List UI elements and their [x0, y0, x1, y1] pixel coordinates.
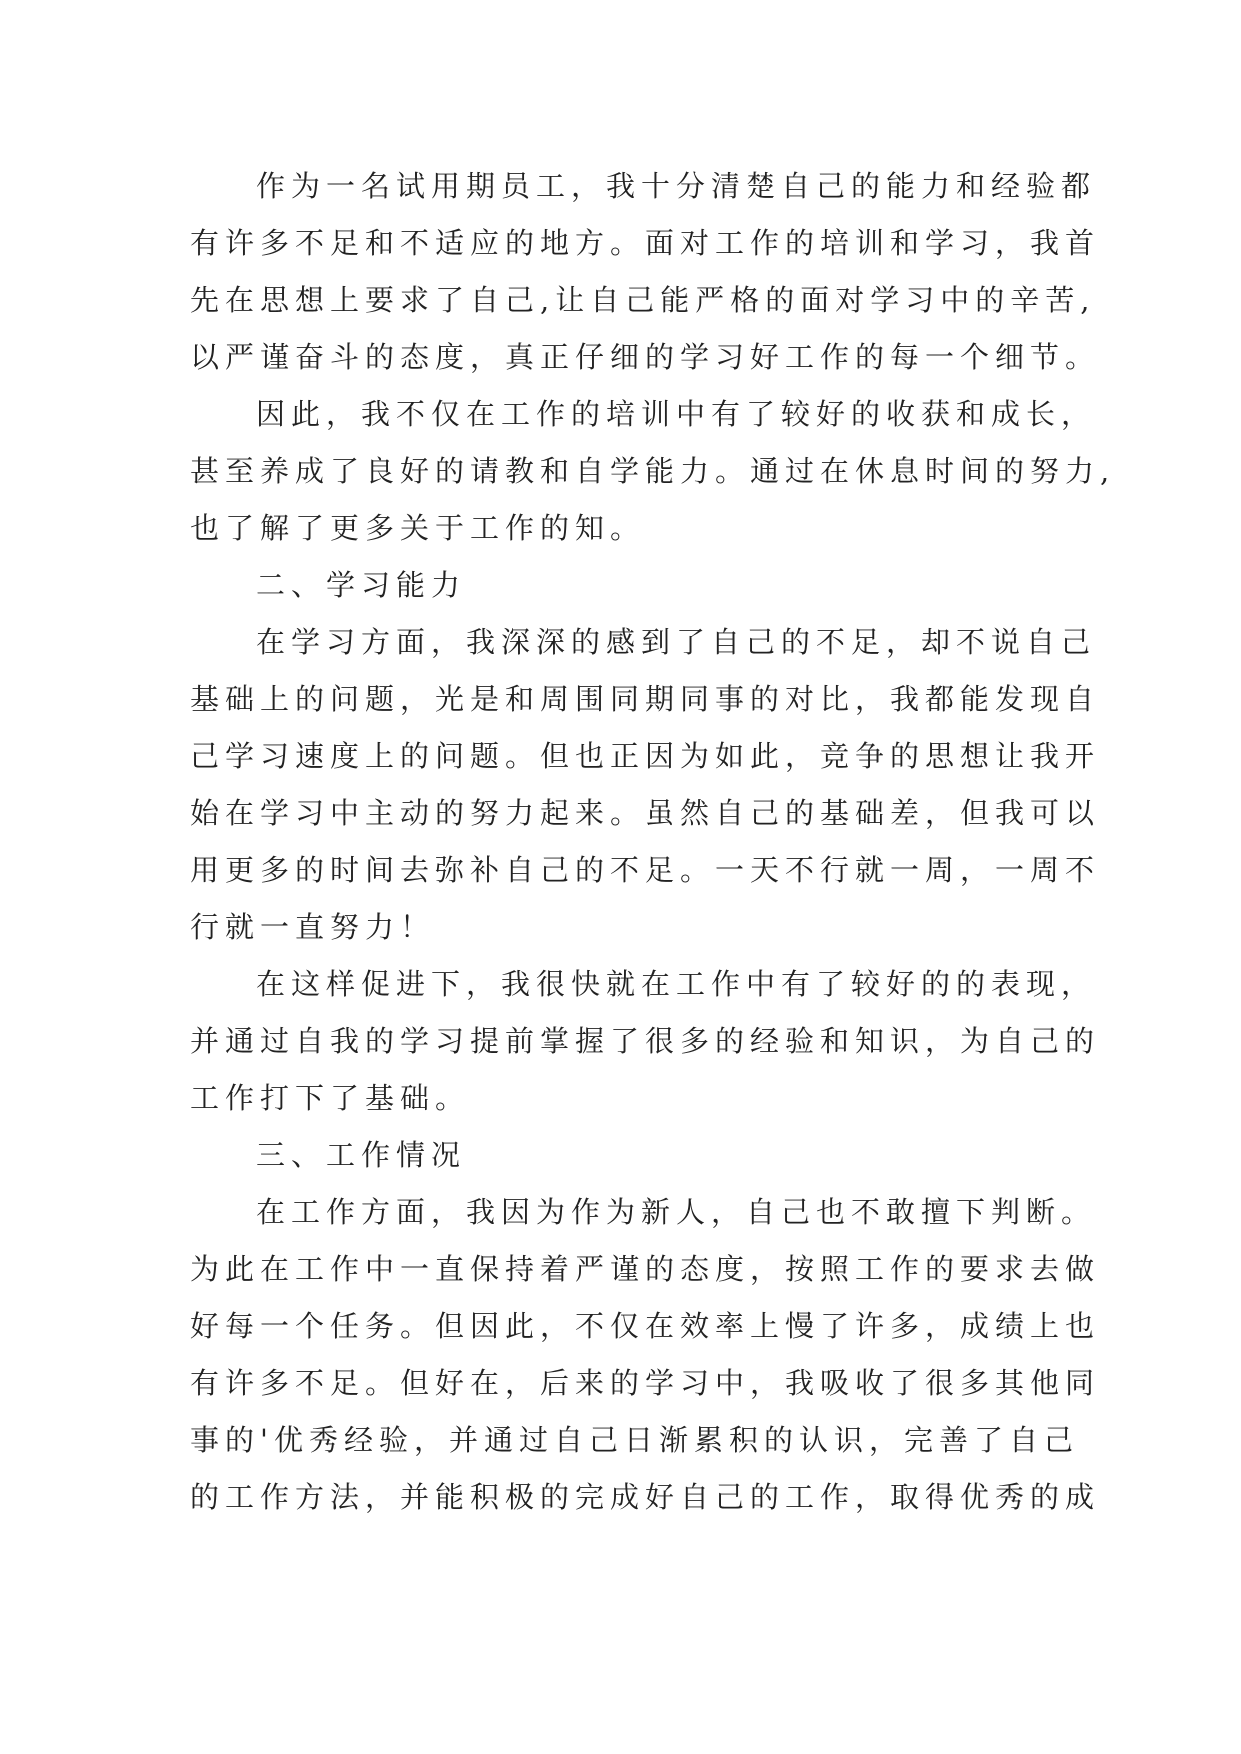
text-line: 在这样促进下，我很快就在工作中有了较好的的表现，	[256, 967, 1097, 1001]
text-line: 三、工作情况	[256, 1138, 467, 1172]
text-line: 并通过自我的学习提前掌握了很多的经验和知识，为自己的	[190, 1024, 1101, 1058]
text-line: 先在思想上要求了自己,让自己能严格的面对学习中的辛苦,	[190, 283, 1096, 317]
text-line: 始在学习中主动的努力起来。虽然自己的基础差，但我可以	[190, 796, 1101, 830]
text-line: 甚至养成了良好的请教和自学能力。通过在休息时间的努力,	[190, 454, 1116, 488]
text-line: 在学习方面，我深深的感到了自己的不足，却不说自己	[256, 625, 1097, 659]
text-line: 作为一名试用期员工，我十分清楚自己的能力和经验都	[256, 169, 1097, 203]
text-line: 事的'优秀经验，并通过自己日渐累积的认识，完善了自己	[190, 1423, 1079, 1457]
text-line: 有许多不足和不适应的地方。面对工作的培训和学习，我首	[190, 226, 1101, 260]
text-line: 为此在工作中一直保持着严谨的态度，按照工作的要求去做	[190, 1252, 1101, 1286]
text-line: 也了解了更多关于工作的知。	[190, 511, 646, 545]
text-line: 好每一个任务。但因此，不仅在效率上慢了许多，成绩上也	[190, 1309, 1101, 1343]
body-text	[190, 158, 1116, 1526]
text-line: 二、学习能力	[256, 568, 467, 602]
text-line: 有许多不足。但好在，后来的学习中，我吸收了很多其他同	[190, 1366, 1101, 1400]
text-line: 行就一直努力！	[190, 910, 436, 944]
text-line: 在工作方面，我因为作为新人，自己也不敢擅下判断。	[256, 1195, 1097, 1229]
text-line: 以严谨奋斗的态度，真正仔细的学习好工作的每一个细节。	[190, 340, 1101, 374]
text-line: 的工作方法，并能积极的完成好自己的工作，取得优秀的成	[190, 1480, 1101, 1514]
text-line: 己学习速度上的问题。但也正因为如此，竞争的思想让我开	[190, 739, 1101, 773]
text-line: 用更多的时间去弥补自己的不足。一天不行就一周，一周不	[190, 853, 1101, 887]
text-line: 因此，我不仅在工作的培训中有了较好的收获和成长，	[256, 397, 1097, 431]
text-line: 基础上的问题，光是和周围同期同事的对比，我都能发现自	[190, 682, 1101, 716]
text-line: 工作打下了基础。	[190, 1081, 471, 1115]
